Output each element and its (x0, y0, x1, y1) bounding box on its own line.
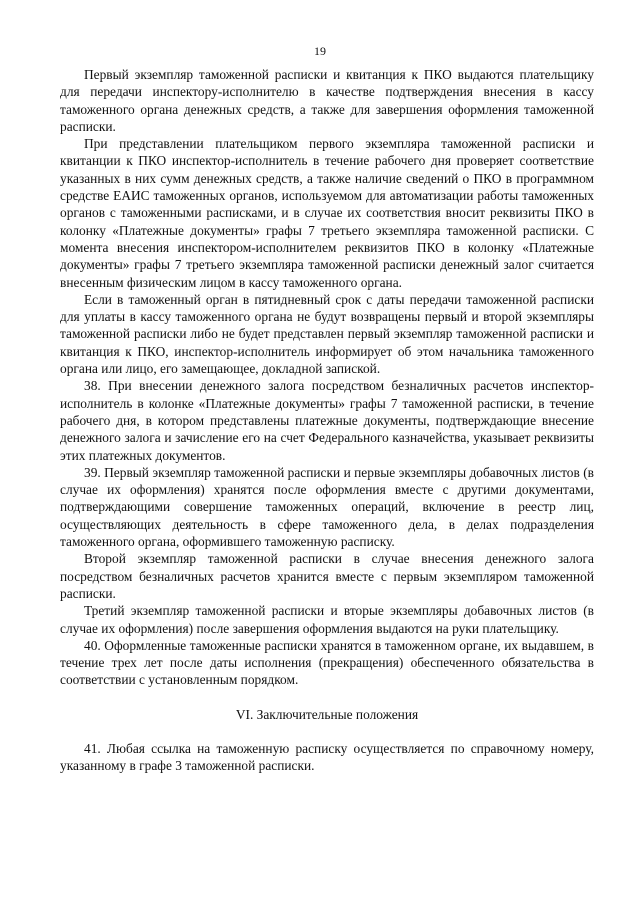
paragraph-second-copy-storage: Второй экземпляр таможенной расписки в случае внесения денежного залога посредством безналичных расчетов хранится вместе с первым экземпляром таможенной расписки. (60, 551, 594, 601)
paragraph-receipt-copies-issued: Первый экземпляр таможенной расписки и квитанция к ПКО выдаются плательщику для передачи инспектору-исполнителю в качестве подтверждения внесения в кассу таможенного органа денежных средств, а также для завершения оформления таможенной расписки. (60, 67, 594, 134)
page-number: 19 (314, 44, 326, 58)
paragraph-item-39: 39. Первый экземпляр таможенной расписки и первые экземпляры добавочных листов (в случае их оформления) хранятся после оформления вместе с другими документами, подтверждающими совершение таможенных операций, включение в реестр лиц, осуществляющих деятельность в сфере таможенного дела, в делах подразделения таможенного органа, оформившего таможенную расписку. (60, 464, 594, 550)
paragraph-five-day-deadline: Если в таможенный орган в пятидневный срок с даты передачи таможенной расписки для уплаты в кассу таможенного органа не будут возвращены первый и второй экземпляры таможенной расписки либо не будет представлен первый экземпляр таможенной расписки и квитанция к ПКО, инспектор-исполнитель информирует об этом начальника таможенного органа или лицо, его замещающее, докладной запиской. (60, 291, 594, 377)
section-heading: VI. Заключительные положения (235, 706, 419, 722)
document-body (60, 66, 594, 774)
paragraph-item-40: 40. Оформленные таможенные расписки хранятся в таможенном органе, их выдавшем, в течение трех лет после даты исполнения (прекращения) обеспеченного обязательства в соответствии с установленным порядком. (60, 637, 594, 688)
paragraph-item-41: 41. Любая ссылка на таможенную расписку осуществляется по справочному номеру, указанному в графе 3 таможенной расписки. (60, 740, 594, 773)
paragraph-third-copy-issued: Третий экземпляр таможенной расписки и вторые экземпляры добавочных листов (в случае их оформления) после завершения оформления выдаются на руки плательщику. (60, 603, 594, 636)
paragraph-item-38: 38. При внесении денежного залога посредством безналичных расчетов инспектор-исполнитель в колонке «Платежные документы» графы 7 таможенной расписки, в течение рабочего дня, в котором представлены платежные документы, подтверждающие внесение денежного залога и зачисление его на счет Федерального казначейства, указывает реквизиты этих платежных документов. (60, 378, 594, 463)
paragraph-inspector-verification: При представлении плательщиком первого экземпляра таможенной расписки и квитанции к ПКО инспектор-исполнитель в течение рабочего дня проверяет соответствие указанных в них сумм денежных средств, а также наличие сведений о ПКО в программном средстве ЕАИС таможенных органов, используемом для автоматизации работы таможенных органов с таможенными расписками, и в случае их соответствия вносит реквизиты ПКО в колонку «Платежные документы» графы 7 третьего экземпляра таможенной расписки. С момента внесения инспектором-исполнителем реквизитов ПКО в колонку «Платежные документы» графы 7 третьего экземпляра таможенной расписки денежный залог считается внесенным физическим лицом в кассу таможенного органа. (60, 136, 594, 290)
